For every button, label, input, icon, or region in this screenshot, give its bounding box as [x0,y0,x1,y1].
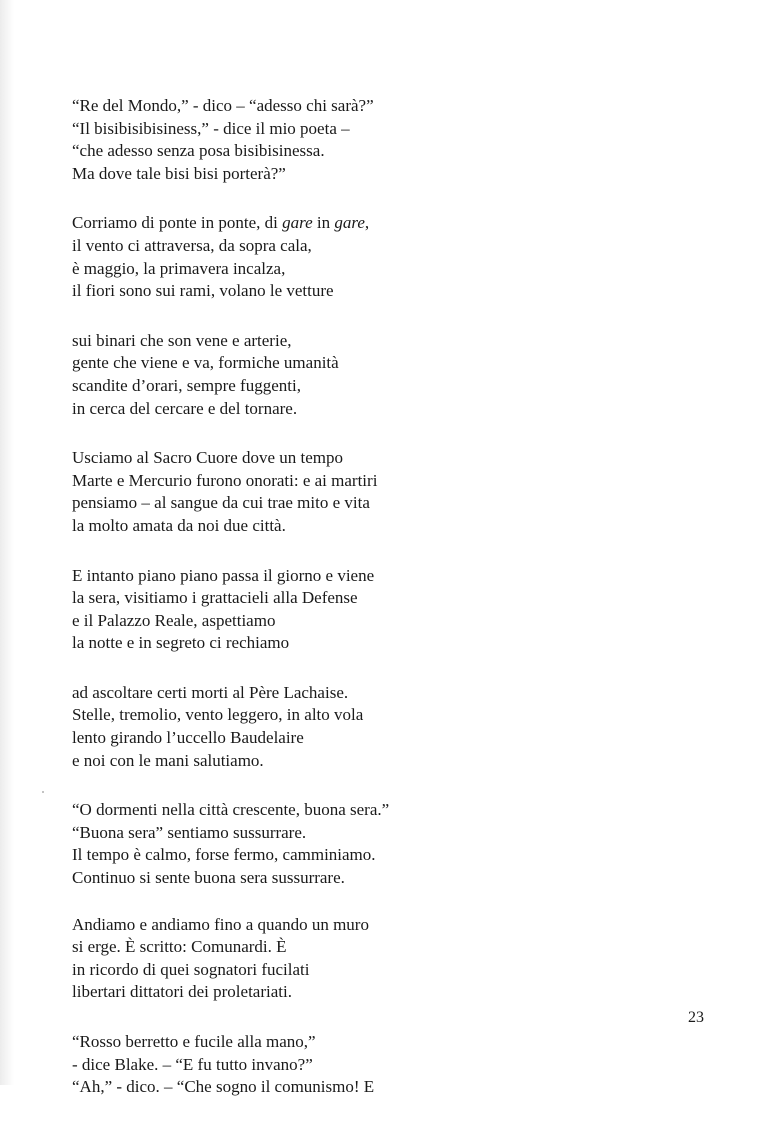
poem-line: Continuo si sente buona sera sussurrare. [72,868,345,888]
stanza-5 [72,565,732,655]
stanza-8 [72,914,732,1004]
line-text: Corriamo di ponte in ponte, di [72,213,283,233]
stanza-1 [72,95,732,185]
poem-line-mixed [72,212,732,235]
poem-line: la sera, visitiamo i grattacieli alla Defense [72,588,358,608]
poem-line: sui binari che son vene e arterie, [72,330,292,350]
poem-line: gente che viene e va, formiche umanità [72,353,339,373]
poem-line: il vento ci attraversa, da sopra cala, [72,235,312,255]
poem-line: pensiamo – al sangue da cui trae mito e vita [72,493,370,513]
poem-line: - dice Blake. – “E fu tutto invano?” [72,1054,313,1074]
poem-line: “Buona sera” sentiamo sussurrare. [72,822,307,842]
poem-line: si erge. È scritto: Comunardi. È [72,937,287,957]
stanza-2 [72,212,732,302]
poem-line: lento girando l’uccello Baudelaire [72,728,304,748]
stanza-6 [72,682,732,772]
poem-line: “O dormenti nella città crescente, buona sera.” [72,800,390,820]
poem-line: il fiori sono sui rami, volano le vetture [72,281,334,301]
scan-speck [42,791,44,793]
stanza-9 [72,1031,732,1099]
poem-line: scandite d’orari, sempre fuggenti, [72,375,301,395]
poem-line: “Rosso berretto e fucile alla mano,” [72,1032,316,1051]
poem-line: la molto amata da noi due città. [72,515,286,535]
stanza-4 [72,447,732,537]
poem-line: Usciamo al Sacro Cuore dove un tempo [72,448,343,468]
poem-line: la notte e in segreto ci rechiamo [72,633,290,653]
stanza-7 [72,799,732,889]
stanza-3 [72,330,732,420]
poem-line: in ricordo di quei sognatori fucilati [72,959,310,979]
poem-line: ad ascoltare certi morti al Père Lachaise. [72,682,349,702]
poem-line: “Il bisibisibisiness,” - dice il mio poeta – [72,118,350,138]
poem-line: Marte e Mercurio furono onorati: e ai martiri [72,470,378,490]
poem-line: libertari dittatori dei proletariati. [72,982,292,1002]
poem-line: E intanto piano piano passa il giorno e viene [72,565,375,585]
line-text: , [364,213,370,233]
poem-line: in cerca del cercare e del tornare. [72,398,298,418]
poem-line: e il Palazzo Reale, aspettiamo [72,610,276,630]
poem-line: “che adesso senza posa bisibisinessa. [72,141,325,161]
poem-line: Il tempo è calmo, forse fermo, camminiamo. [72,845,376,865]
poem-line: “Re del Mondo,” - dico – “adesso chi sarà?” [72,96,374,115]
page-number: 23 [688,1009,704,1026]
italic-word: gare [282,213,313,233]
poem-line: Andiamo e andiamo fino a quando un muro [72,914,369,934]
poem [72,95,732,1126]
italic-word: gare [334,213,365,233]
line-text: in [312,213,335,233]
page-edge-shadow [0,0,14,1085]
poem-line: è maggio, la primavera incalza, [72,258,286,278]
poem-line: Ma dove tale bisi bisi porterà?” [72,163,286,183]
poem-line: e noi con le mani salutiamo. [72,750,264,770]
poem-line: “Ah,” - dico. – “Che sogno il comunismo! E [72,1077,375,1097]
poem-line: Stelle, tremolio, vento leggero, in alto vola [72,705,364,725]
